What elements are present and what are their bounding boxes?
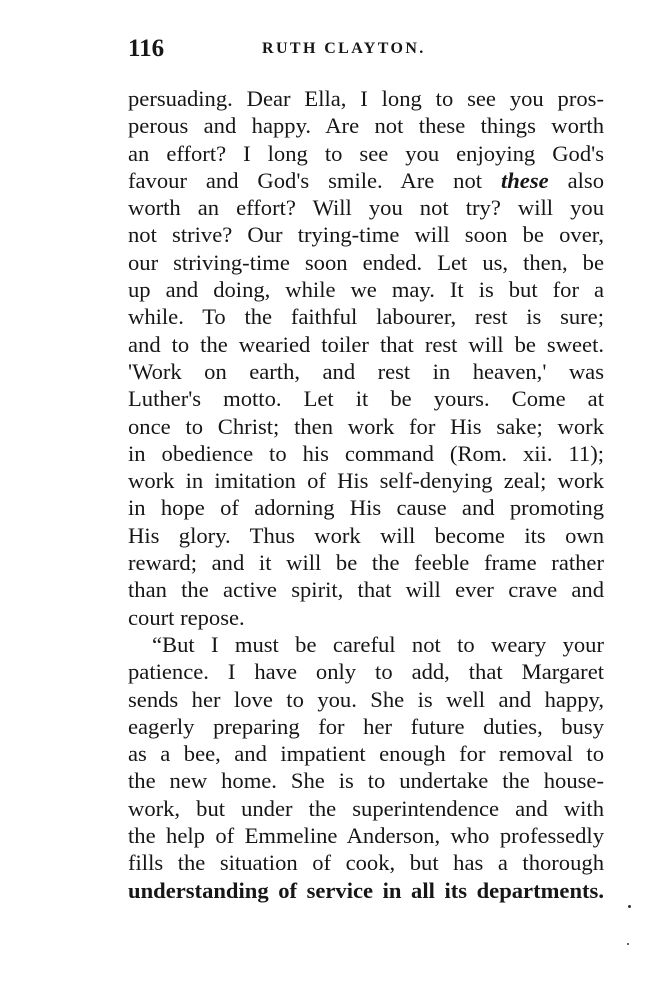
text-line: than the active spirit, that will ever crave and [128,577,604,603]
text-line: Luther's motto. Let it be yours. Come at [128,386,604,412]
text-line: understanding of service in all its departments. [128,877,604,903]
print-speck [627,943,629,945]
text-line: our striving-time soon ended. Let us, then, be [128,249,604,275]
text-line: the help of Emmeline Anderson, who professedly [128,823,604,849]
text-line: patience. I have only to add, that Margaret [128,659,604,685]
text-line-with-emphasis [128,167,604,194]
text-line: the new home. She is to undertake the house- [128,768,604,794]
text-line: persuading. Dear Ella, I long to see you pros- [128,86,604,111]
text-line: sends her love to you. She is well and happy, [128,686,604,712]
text-line: in obedience to his command (Rom. xii. 11); [128,440,604,466]
text-line-end: also [567,167,604,193]
text-line: and to the wearied toiler that rest will be sweet. [128,331,604,357]
text-line: once to Christ; then work for His sake; work [128,413,604,439]
text-line: 'Work on earth, and rest in heaven,' was [128,358,604,384]
text-line: work in imitation of His self-denying zeal; work [128,468,604,494]
text-line: an effort? I long to see you enjoying God's [128,140,604,166]
text-line: His glory. Thus work will become its own [128,522,604,548]
emphasized-word: these [500,167,549,193]
text-line: perous and happy. Are not these things worth [128,113,604,139]
text-line: work, but under the superintendence and with [128,795,604,821]
text-line: up and doing, while we may. It is but for a [128,277,604,303]
paragraph-start-line: “But I must be careful not to weary your [152,631,604,657]
running-head [128,33,603,65]
running-title: RUTH CLAYTON. [262,40,426,57]
text-line-start: favour and God's smile. Are not [128,167,483,193]
page-number: 116 [128,35,165,62]
text-line: worth an effort? Will you not try? will you [128,195,604,221]
text-line: fills the situation of cook, but has a thorough [128,850,604,876]
text-line: reward; and it will be the feeble frame rather [128,550,604,576]
text-line: not strive? Our trying-time will soon be over, [128,222,604,248]
text-line: eagerly preparing for her future duties, busy [128,713,604,739]
text-line: in hope of adorning His cause and promoting [128,495,604,521]
print-speck [628,905,631,908]
body-text [128,85,604,904]
text-line: while. To the faithful labourer, rest is sure; [128,304,604,330]
paragraph-end-line: court repose. [128,604,245,630]
text-line: as a bee, and impatient enough for removal to [128,741,604,767]
